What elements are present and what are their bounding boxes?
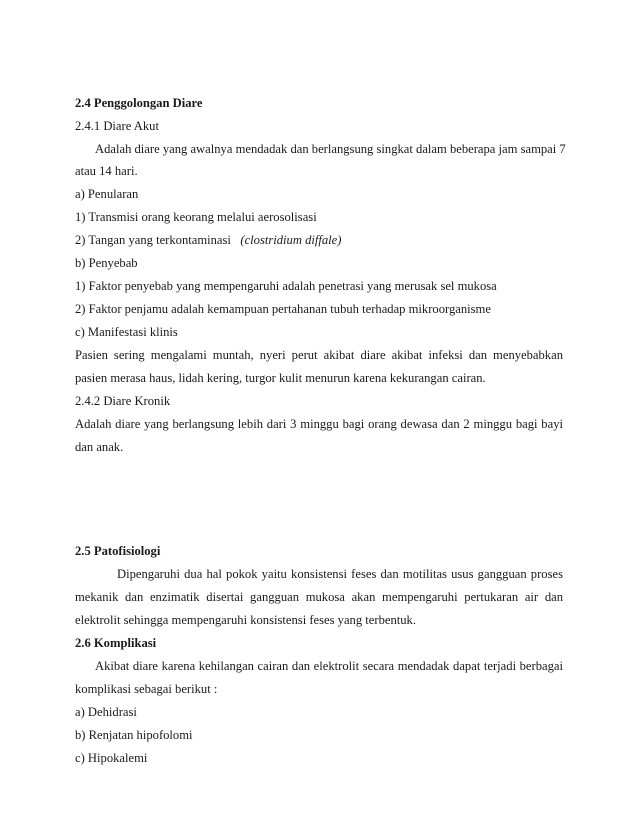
label-penularan: a) Penularan (75, 187, 139, 201)
list-item-hipokalemi: c) Hipokalemi (75, 751, 148, 765)
subheading-2-4-2: 2.4.2 Diare Kronik (75, 394, 171, 408)
section-heading-2-6: 2.6 Komplikasi (75, 636, 157, 650)
paragraph-patofisiologi-line-3: elektrolit sehingga mempengaruhi konsistensi feses yang terbentuk. (75, 613, 416, 627)
list-item-dehidrasi: a) Dehidrasi (75, 705, 137, 719)
paragraph-acute-line-1: Adalah diare yang awalnya mendadak dan berlangsung singkat dalam beberapa jam sampai 7 (95, 142, 566, 156)
paragraph-manifestasi-line-1: Pasien sering mengalami muntah, nyeri perut akibat diare akibat infeksi dan menyebabkan (75, 348, 563, 362)
list-item-faktor-penjamu: 2) Faktor penjamu adalah kemampuan pertahanan tubuh terhadap mikroorganisme (75, 302, 491, 316)
paragraph-patofisiologi-line-2: mekanik dan enzimatik disertai gangguan mukosa akan mempengaruhi pertukaran air dan (75, 590, 563, 604)
paragraph-acute-line-2: atau 14 hari. (75, 164, 138, 178)
section-heading-2-4: 2.4 Penggolongan Diare (75, 96, 203, 110)
section-heading-2-5: 2.5 Patofisiologi (75, 544, 161, 558)
list-item-faktor-penyebab: 1) Faktor penyebab yang mempengaruhi adalah penetrasi yang merusak sel mukosa (75, 279, 497, 293)
paragraph-manifestasi-line-2: pasien merasa haus, lidah kering, turgor kulit menurun karena kekurangan cairan. (75, 371, 486, 385)
paragraph-chronic-line-1: Adalah diare yang berlangsung lebih dari 3 minggu bagi orang dewasa dan 2 minggu bagi bayi (75, 417, 563, 431)
paragraph-patofisiologi-line-1: Dipengaruhi dua hal pokok yaitu konsistensi feses dan motilitas usus gangguan proses (117, 567, 563, 581)
list-item-transmisi: 1) Transmisi orang keorang melalui aerosolisasi (75, 210, 317, 224)
paragraph-chronic-line-2: dan anak. (75, 440, 124, 454)
label-penyebab: b) Penyebab (75, 256, 138, 270)
list-item-renjatan: b) Renjatan hipofolomi (75, 728, 193, 742)
list-item-tangan (75, 232, 341, 248)
subheading-2-4-1: 2.4.1 Diare Akut (75, 119, 159, 133)
list-item-tangan-italic: (clostridium diffale) (240, 233, 342, 247)
paragraph-komplikasi-line-1: Akibat diare karena kehilangan cairan dan elektrolit secara mendadak dapat terjadi berbagai (95, 659, 563, 673)
paragraph-komplikasi-line-2: komplikasi sebagai berikut : (75, 682, 218, 696)
label-manifestasi-klinis: c) Manifestasi klinis (75, 325, 178, 339)
list-item-tangan-text: 2) Tangan yang terkontaminasi (75, 233, 231, 247)
